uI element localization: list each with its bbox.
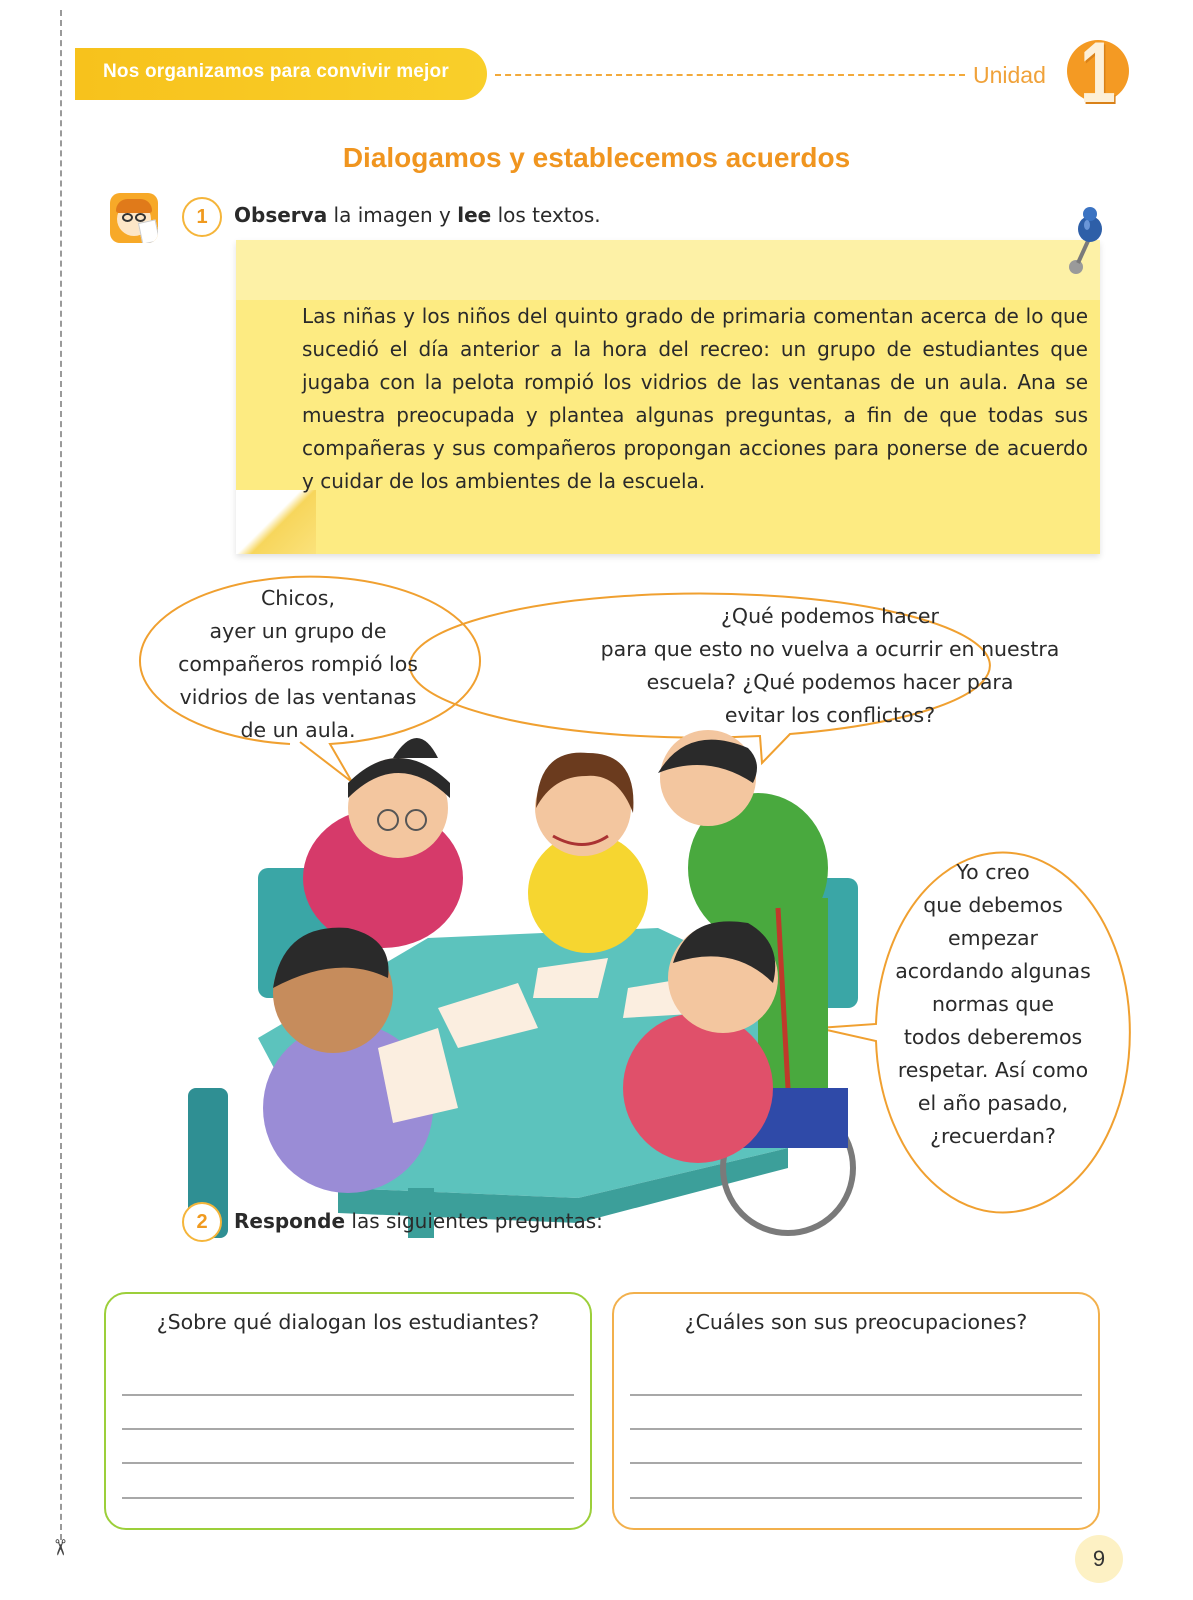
answer-line[interactable]	[630, 1462, 1082, 1464]
answer-line[interactable]	[122, 1394, 574, 1396]
boy-wheelchair-body	[623, 1013, 773, 1163]
bubble-line: para que esto no vuelva a ocurrir en nuestra	[600, 637, 1060, 661]
bubble-line: compañeros rompió los	[178, 652, 418, 676]
bubble-left-text	[128, 582, 468, 747]
activity-number-1: 1	[182, 197, 222, 237]
bubble-top-right-text	[540, 600, 1120, 732]
instruction-text: los textos.	[491, 203, 601, 227]
bubble-line: que debemos	[923, 893, 1063, 917]
bubble-line: empezar	[948, 926, 1038, 950]
answer-line[interactable]	[122, 1428, 574, 1430]
answer-line[interactable]	[122, 1497, 574, 1499]
bubble-line: ¿recuerdan?	[930, 1124, 1056, 1148]
bubble-line: evitar los conflictos?	[724, 703, 936, 727]
bubble-right-text	[868, 856, 1118, 1153]
instruction-verb-observa: Observa	[234, 203, 328, 227]
unit-number: 1	[1079, 25, 1116, 121]
page-title: Dialogamos y establecemos acuerdos	[342, 142, 851, 173]
bubble-line: acordando algunas	[895, 959, 1091, 983]
bubble-line: Chicos,	[260, 586, 335, 610]
bubble-line: ayer un grupo de	[209, 619, 387, 643]
instruction-text: las siguientes preguntas:	[345, 1209, 603, 1233]
answer-line[interactable]	[630, 1428, 1082, 1430]
bubble-line: respetar. Así como	[897, 1058, 1089, 1082]
instruction-text: la imagen y	[327, 203, 458, 227]
answer-line[interactable]	[630, 1497, 1082, 1499]
question-1: ¿Sobre qué dialogan los estudiantes?	[156, 1310, 540, 1334]
note-text: Las niñas y los niños del quinto grado de primaria comentan acerca de lo que sucedió el día anterior a la hora del recreo: un grupo de estudiantes que jugaba con la pelota rompió los vidrios de las ventanas de un aula. Ana se muestra preocupada y plantea algunas preguntas, a fin de que todas sus compañeras y sus compañeros propongan acciones para ponerse de acuerdo y cuidar de los ambientes de la escuela.	[302, 304, 1088, 493]
unit-label: Unidad	[973, 62, 1046, 88]
activity-2-instruction	[234, 1209, 603, 1233]
bubble-line: escuela? ¿Qué podemos hacer para	[646, 670, 1014, 694]
section-label: Nos organizamos para convivir mejor	[103, 61, 449, 82]
bubble-line: Yo creo	[956, 860, 1030, 884]
instruction-verb-responde: Responde	[234, 1209, 346, 1233]
question-2: ¿Cuáles son sus preocupaciones?	[684, 1310, 1028, 1334]
bubble-line: ¿Qué podemos hacer	[721, 604, 939, 628]
bubble-line: el año pasado,	[917, 1091, 1069, 1115]
scissors-icon: ✂	[46, 1538, 72, 1557]
bubble-line: normas que	[932, 992, 1054, 1016]
activity-number-2: 2	[182, 1202, 222, 1242]
page-number: 9	[1075, 1535, 1123, 1583]
bubble-line: todos deberemos	[903, 1025, 1083, 1049]
children-at-table-illustration	[188, 728, 898, 1238]
bubble-line: de un aula.	[240, 718, 356, 742]
instruction-verb-lee: lee	[457, 203, 492, 227]
bubble-line: vidrios de las ventanas	[179, 685, 417, 709]
answer-line[interactable]	[122, 1462, 574, 1464]
answer-line[interactable]	[630, 1394, 1082, 1396]
